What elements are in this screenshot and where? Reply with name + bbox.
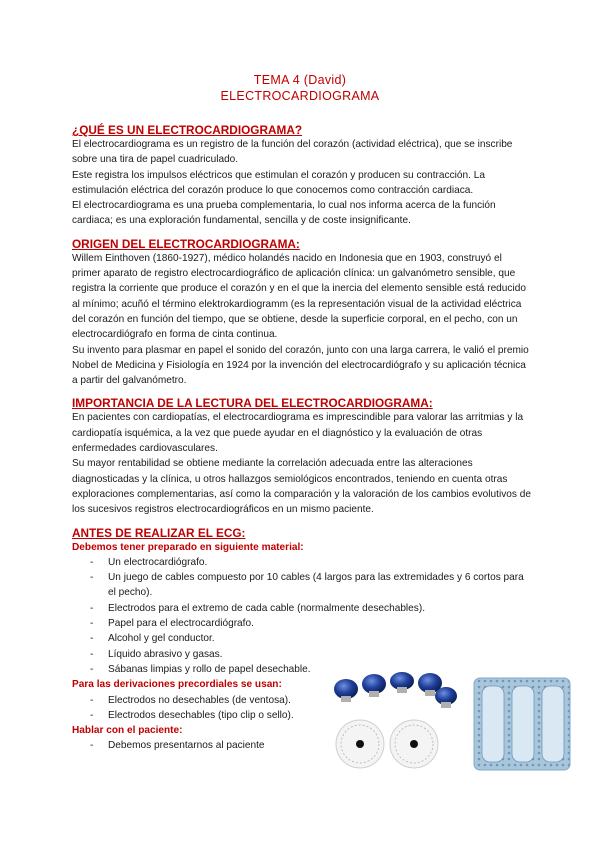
disposable-electrode [390, 720, 438, 768]
title-line-2: ELECTROCARDIOGRAMA [220, 89, 380, 103]
electrodes-photo [332, 672, 577, 772]
list-item: - Líquido abrasivo y gasas. [72, 647, 532, 662]
section-que-es [72, 123, 532, 229]
paragraph: Su invento para plasmar en papel el sonido del corazón, junto con una larga carrera, le valió el premio Nobel de Medicina y Fisiología en 1924 por la invención del electrocardiógrafo y su aplicación técnica a partir del galvanómetro. [72, 344, 529, 387]
paragraph: El electrocardiograma es un registro de la función del corazón (actividad eléctrica), que se inscribe sobre una tira de papel cuadriculado. [72, 139, 513, 166]
paragraph: El electrocardiograma es una prueba complementaria, lo cual nos informa acerca de la función cardiaca; es una exploración fundamental, sencilla y de coste insignificante. [72, 200, 496, 227]
paragraph: Willem Einthoven (1860-1927), médico holandés nacido en Indonesia que en 1903, construyó el primer aparato de registro electrocardiográfico de aplicación clínica: un galvanómetro sensible, que registra la corriente que produce el corazón y en el que la inercia del elemento sensible está reducido al mínimo; acuñó el término elektrokardiogramm (es la representación visual de la actividad eléctrica del corazón en función del tiempo, que se obtiene, desde la superficie corporal, en el pecho, con un electrocardiógrafo en forma de cinta continua. [72, 252, 526, 341]
list-item: - Electrodos desechables (tipo clip o sello). [72, 708, 532, 723]
patch-tabs [482, 686, 564, 762]
precordiales-label: Para las derivaciones precordiales se usan: [72, 679, 282, 691]
list-item: - Alcohol y gel conductor. [72, 631, 532, 646]
list-item: - Papel para el electrocardiógrafo. [72, 616, 532, 631]
section-heading: IMPORTANCIA DE LA LECTURA DEL ELECTROCARDIOGRAMA: [72, 396, 433, 411]
paragraph: Este registra los impulsos eléctricos que estimulan el corazón y producen su contracción. La estimulación eléctrica del corazón produce lo que conocemos como contracción cardiaca. [72, 169, 485, 196]
section-heading: ORIGEN DEL ELECTROCARDIOGRAMA: [72, 236, 300, 251]
paciente-label: Hablar con el paciente: [72, 725, 183, 737]
document-title [0, 72, 600, 104]
document-body [72, 123, 532, 754]
suction-electrode [390, 672, 414, 693]
disposable-electrode [336, 720, 384, 768]
suction-electrode [334, 679, 358, 702]
material-label: Debemos tener preparado en siguiente material: [72, 541, 304, 553]
section-origen [72, 237, 532, 389]
disposable-electrodes [336, 720, 438, 768]
material-list [72, 555, 532, 677]
suction-electrode [362, 674, 386, 697]
section-importancia [72, 396, 532, 517]
suction-electrodes [334, 672, 457, 708]
suction-electrode [435, 687, 457, 708]
section-heading: ¿QUÉ ES UN ELECTROCARDIOGRAMA? [72, 123, 303, 137]
list-item: - Electrodos para el extremo de cada cable (normalmente desechables). [72, 601, 532, 616]
section-heading: ANTES DE REALIZAR EL ECG: [72, 525, 246, 540]
list-item: - Debemos presentarnos al paciente [72, 738, 532, 753]
title-line-1: TEMA 4 (David) [253, 73, 347, 87]
list-item: - Un juego de cables compuesto por 10 cables (4 largos para las extremidades y 6 cortos para el pecho). [72, 570, 532, 601]
list-item: - Un electrocardiógrafo. [72, 555, 532, 570]
paragraph: Su mayor rentabilidad se obtiene mediante la correlación adecuada entre las alteraciones diagnosticadas y la clínica, u otros hallazgos semiológicos encontrados, teniendo en cuenta otras exploraciones complementarias, así como la comparación y la valoración de los cambios evolutivos de los sucesivos registros electrocardiográficos en un mismo paciente. [72, 458, 531, 516]
list-item: - Sábanas limpias y rollo de papel desechable. [72, 662, 532, 677]
list-item: - Electrodos no desechables (de ventosa). [72, 693, 532, 708]
paragraph: En pacientes con cardiopatías, el electrocardiograma es imprescindible para valorar las arritmias y la cardiopatía isquémica, a la vez que puede ayudar en el diagnóstico y la evaluación de otras enfermedades cardiovasculares. [72, 412, 524, 455]
patch-electrode-sheet [474, 678, 570, 770]
